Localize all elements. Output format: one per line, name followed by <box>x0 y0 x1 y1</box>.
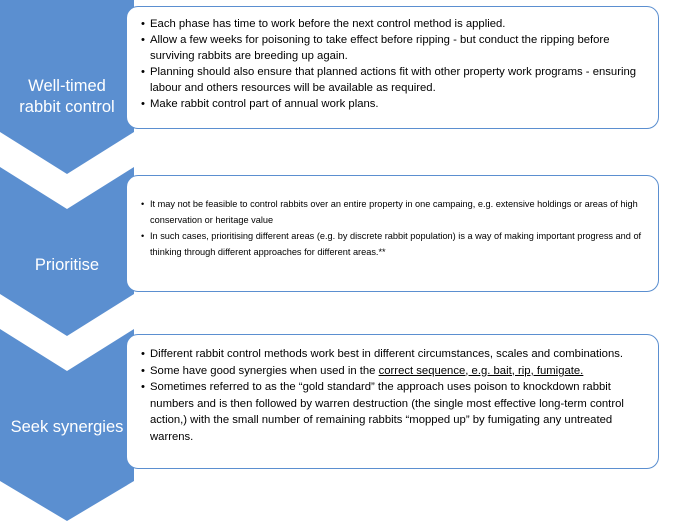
bullet-item: • Each phase has time to work before the next control method is applied. <box>141 16 648 32</box>
bullet-item-synergies <box>141 363 648 380</box>
bullet-item: • Allow a few weeks for poisoning to take effect before ripping - but conduct the ripping before surviving rabbits are breeding up again. <box>141 32 648 64</box>
bullet-list <box>141 346 648 445</box>
synergy-text: Some have good synergies when used in the <box>150 364 379 377</box>
label-seek-synergies <box>0 417 134 438</box>
correct-sequence-text: correct sequence, e.g. bait, rip, fumigate. <box>378 364 584 377</box>
label-line-1: Prioritise <box>34 256 100 274</box>
bullet-list <box>141 16 648 112</box>
label-line-1: Seek synergies <box>10 418 124 436</box>
bullet-list <box>141 196 648 260</box>
bullet-item: • Make rabbit control part of annual work plans. <box>141 96 648 112</box>
content-box-prioritise <box>126 175 659 292</box>
label-line-1: Well-timed <box>28 77 106 95</box>
label-line-2: rabbit control <box>19 98 115 116</box>
bullet-item: • Planning should also ensure that planned actions fit with other property work programs - ensuring labour and others resources will be available as required. <box>141 64 648 96</box>
bullet-item: • Different rabbit control methods work best in different circumstances, scales and combinations. <box>141 346 648 363</box>
content-box-well-timed <box>126 6 659 129</box>
bullet-item: • Sometimes referred to as the “gold standard” the approach uses poison to knockdown rabbit numbers and is then followed by warren destruction (the single most effective long-term control action,) with the small number of remaining rabbits “mopped up” by fumigating any untreated warrens. <box>141 379 648 445</box>
content-box-seek-synergies <box>126 334 659 469</box>
chevron-prioritise <box>0 167 134 336</box>
bullet-item: • In such cases, prioritising different areas (e.g. by discrete rabbit population) is a way of making important progress and of thinking through different approaches for different areas.** <box>141 228 648 260</box>
label-prioritise <box>0 255 134 276</box>
bullet-item: • It may not be feasible to control rabbits over an entire property in one campaing, e.g. extensive holdings or areas of high conservation or heritage value <box>141 196 648 228</box>
label-well-timed-rabbit-control <box>0 76 134 118</box>
